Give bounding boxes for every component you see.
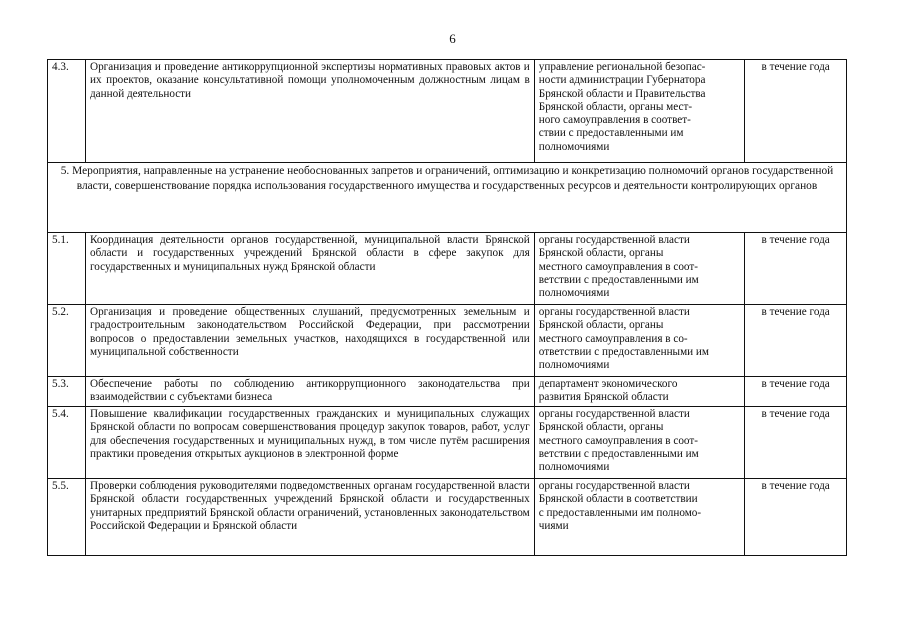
row-number: 4.3. [48,60,86,163]
term-cell: в течение года [745,60,847,163]
executor-cell: органы государственной власти Брянской области в соответствии с предоставленными им полномо- чиями [534,479,745,556]
table-row [48,233,847,305]
table-row [48,377,847,407]
table-row [48,60,847,163]
action-cell: Организация и проведение общественных слушаний, предусмотренных земельным и градостроительным законодательством Российской Федерации, при рассмотрении вопросов о предоставлении земельных участков, находящихся в государственной или муниципальной собственности [85,305,534,377]
term-cell: в течение года [745,233,847,305]
executor-cell: органы государственной власти Брянской области, органы местного самоуправления в соот- ветствии с предоставленными им полномочиями [534,233,745,305]
measures-table [47,59,847,556]
action-cell: Организация и проведение антикоррупционной экспертизы нормативных правовых актов и их проектов, оказание консультативной помощи уполномоченным должностным лицам в данной деятельности [85,60,534,163]
executor-cell: управление региональной безопас- ности администрации Губернатора Брянской области и Правительства Брянской области, органы мест- ного самоуправления в соответ- ствии с предоставленными им полномочиями [534,60,745,163]
table-row [48,407,847,479]
term-cell: в течение года [745,479,847,556]
term-cell: в течение года [745,377,847,407]
row-number: 5.1. [48,233,86,305]
row-number: 5.3. [48,377,86,407]
row-number: 5.2. [48,305,86,377]
action-cell: Обеспечение работы по соблюдению антикоррупционного законодательства при взаимодействии с субъектами бизнеса [85,377,534,407]
action-cell: Координация деятельности органов государственной, муниципальной власти Брянской области и государственных учреждений Брянской области в сфере закупок для государственных и муниципальных нужд Брянской области [85,233,534,305]
executor-cell: департамент экономического развития Брянской области [534,377,745,407]
table-row [48,305,847,377]
action-cell: Повышение квалификации государственных гражданских и муниципальных служащих Брянской области по вопросам совершенствования процедур закупок товаров, работ, услуг для обеспечения государственных и муниципальных нужд, в том числе путём расширения практики проведения открытых аукционов в электронной форме [85,407,534,479]
term-cell: в течение года [745,407,847,479]
row-number: 5.4. [48,407,86,479]
row-number: 5.5. [48,479,86,556]
table-row [48,479,847,556]
term-cell: в течение года [745,305,847,377]
page-number: 6 [449,31,456,46]
action-cell: Проверки соблюдения руководителями подведомственных органам государственной власти Брянской области государственных учреждений Брянской области и государственных унитарных предприятий Брянской области ограничений, установленных законодательством Российской Федерации и Брянской области [85,479,534,556]
section-header-row [48,163,847,233]
section-5-title: 5. Мероприятия, направленные на устранение необоснованных запретов и ограничений, оптимизацию и конкретизацию полномочий органов государственной власти, совершенствование порядка использования государственного имущества и государственных ресурсов и деятельности контролирующих органов [48,163,847,233]
executor-cell: органы государственной власти Брянской области, органы местного самоуправления в со- ответствии с предоставленными им полномочиями [534,305,745,377]
executor-cell: органы государственной власти Брянской области, органы местного самоуправления в соот- ветствии с предоставленными им полномочиями [534,407,745,479]
